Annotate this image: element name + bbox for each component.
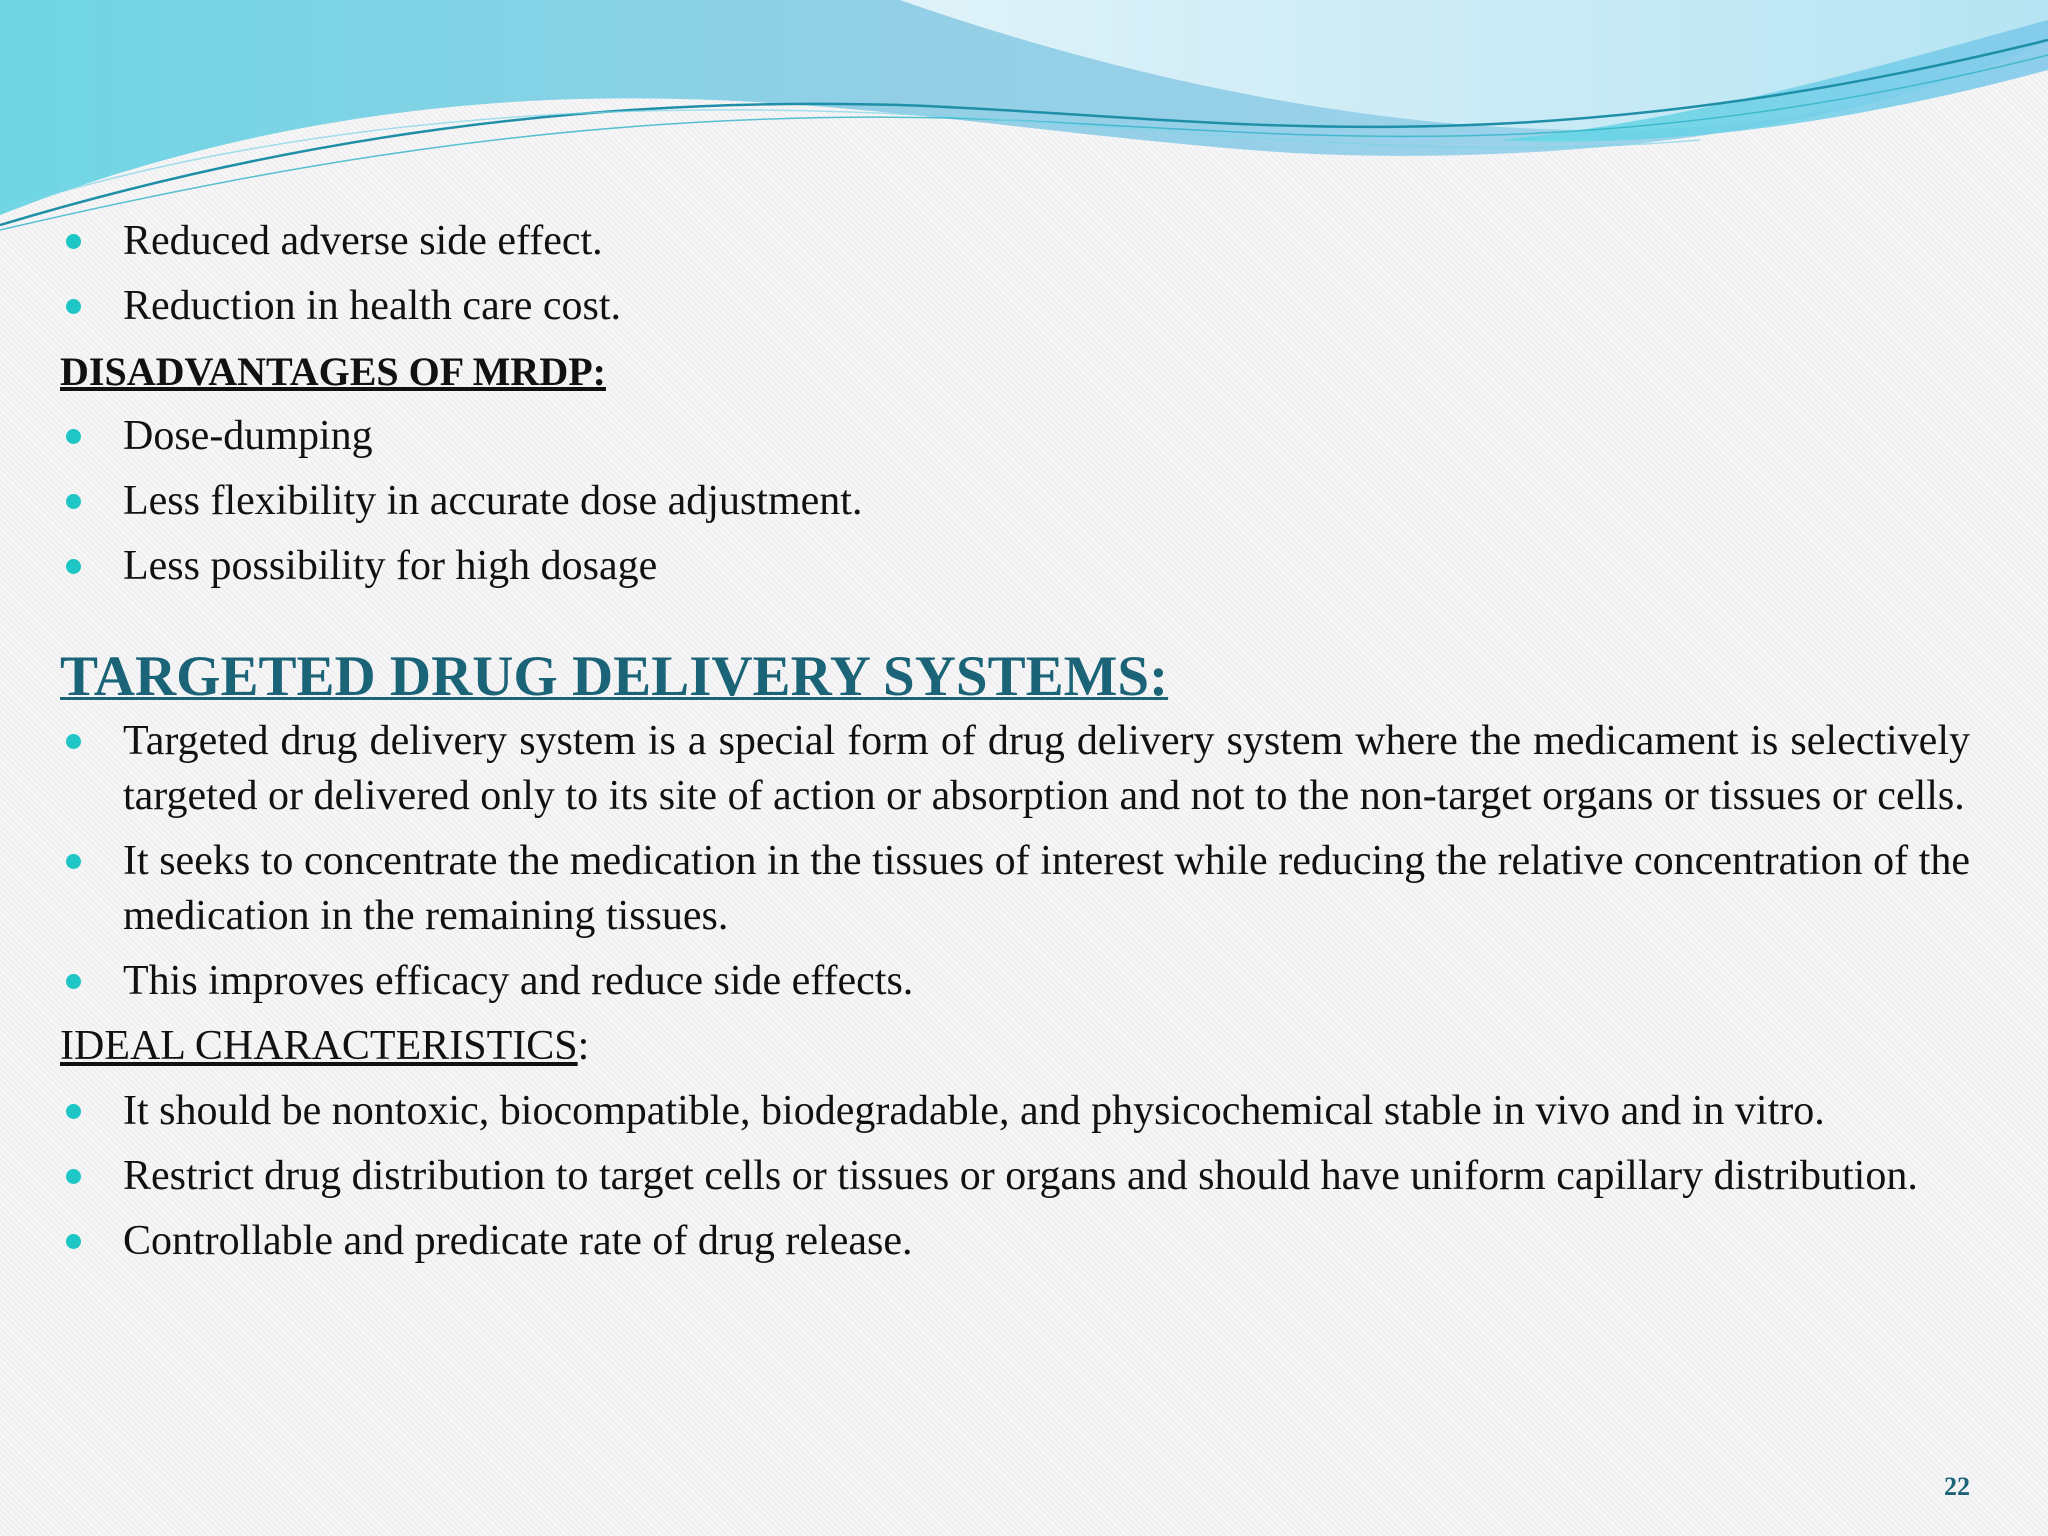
bullet-dot-icon <box>66 734 81 749</box>
disadvantages-heading: DISADVANTAGES OF MRDP: <box>60 349 606 394</box>
bullet-item <box>60 214 1970 269</box>
bullet-item <box>60 714 1970 824</box>
bullet-item <box>60 409 1970 464</box>
bullet-dot-icon <box>66 559 81 574</box>
bullet-text: Restrict drug distribution to target cells or tissues or organs and should have uniform capillary distribution. <box>123 1153 1918 1199</box>
bullet-item <box>60 1149 1970 1204</box>
ideal-characteristics-heading <box>60 1019 1970 1074</box>
bullet-dot-icon <box>66 299 81 314</box>
bullet-dot-icon <box>66 429 81 444</box>
bullet-dot-icon <box>66 1104 81 1119</box>
bullet-text: Dose-dumping <box>123 413 373 459</box>
ideal-heading-colon: : <box>577 1023 590 1069</box>
slide-content <box>60 214 1970 1279</box>
bullet-text: Targeted drug delivery system is a special form of drug delivery system where the medicament is selectively targeted or delivered only to its site of action or absorption and not to the non-target organs or tissues or cells. <box>123 718 1970 819</box>
bullet-dot-icon <box>66 1169 81 1184</box>
bullet-text: Reduced adverse side effect. <box>123 218 603 264</box>
bullet-text: Less flexibility in accurate dose adjustment. <box>123 478 863 524</box>
ideal-heading-text: IDEAL CHARACTERISTICS <box>60 1023 578 1069</box>
bullet-text: It seeks to concentrate the medication in the tissues of interest while reducing the relative concentration of the medication in the remaining tissues. <box>123 838 1970 939</box>
bullet-item <box>60 834 1970 944</box>
bullet-text: Controllable and predicate rate of drug release. <box>123 1218 913 1264</box>
bullet-item <box>60 474 1970 529</box>
bullet-dot-icon <box>66 974 81 989</box>
bullet-item <box>60 539 1970 594</box>
header-wave-decoration <box>0 0 2048 240</box>
page-number: 22 <box>1944 1472 1970 1501</box>
bullet-item <box>60 279 1970 334</box>
bullet-text: Less possibility for high dosage <box>123 543 658 589</box>
bullet-item <box>60 954 1970 1009</box>
section-title: TARGETED DRUG DELIVERY SYSTEMS: <box>60 645 1169 708</box>
bullet-text: This improves efficacy and reduce side effects. <box>123 958 914 1004</box>
bullet-text: It should be nontoxic, biocompatible, biodegradable, and physicochemical stable in vivo and in vitro. <box>123 1088 1825 1134</box>
bullet-dot-icon <box>66 1234 81 1249</box>
bullet-dot-icon <box>66 854 81 869</box>
bullet-item <box>60 1214 1970 1269</box>
bullet-item <box>60 1084 1970 1139</box>
bullet-text: Reduction in health care cost. <box>123 283 621 329</box>
bullet-dot-icon <box>66 234 81 249</box>
bullet-dot-icon <box>66 494 81 509</box>
